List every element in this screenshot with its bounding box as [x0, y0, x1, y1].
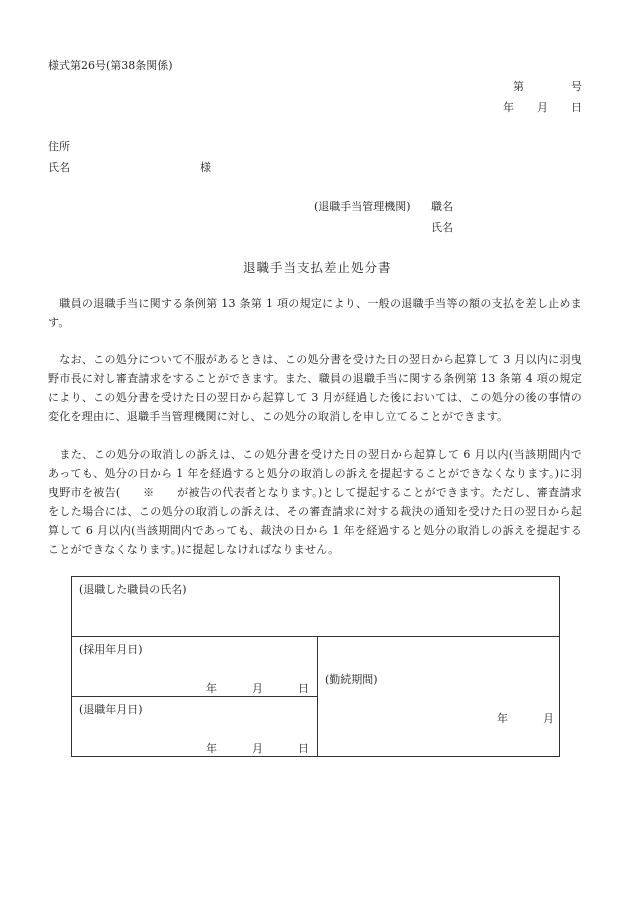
form-number-label: 様式第26号(第38条関係) [48, 59, 173, 72]
issuer-title-label: 職名 [431, 200, 453, 213]
body-paragraph-3: また、この処分の取消しの訴えは、この処分書を受けた日の翌日から起算して 6 月以内(当該期間内であっても、処分の日から 1 年を経過すると処分の取消しの訴えを提起することができなくなります。)に羽曳野市を被告( ※ が被告の代表者となります。)として提起することができます。ただし、審査請求をした場合には、この処分の取消しの訴えは、その審査請求に対する裁決の通知を受けた日の翌日から起算して 6 月以内(当該期間内であっても、裁決の日から 1 年を経過すると処分の取消しの訴えを提起することができなくなります。)に提起しなければなりません。 [48, 448, 582, 556]
employee-name-label: (退職した職員の氏名) [79, 583, 187, 596]
table-divider [72, 636, 559, 637]
hire-date-label: (採用年月日) [79, 643, 143, 656]
issue-date-day: 日 [571, 101, 582, 114]
body-paragraph-2: なお、この処分について不服があるときは、この処分書を受けた日の翌日から起算して 3 月以内に羽曳野市長に対し審査請求をすることができます。また、職員の退職手当に関する条例第 13 条第 4 項の規定により、この処分書を受けた日の翌日から起算して 3 月が経過した後においては、この処分の後の事情の変化を理由に、退職手当管理機関に対し、この処分の取消しを申し立てることができます。 [48, 353, 582, 423]
table-divider [317, 636, 318, 756]
issue-date-month: 月 [537, 101, 548, 114]
addressee-honorific: 様 [200, 161, 211, 174]
issue-date-year: 年 [503, 101, 514, 114]
addressee-address-label: 住所 [48, 140, 70, 153]
employee-info-table [71, 576, 560, 757]
service-period-row [317, 713, 559, 725]
issuer-org-label: (退職手当管理機関) [314, 200, 411, 213]
retire-date-year: 年 [206, 742, 217, 755]
table-divider [72, 696, 317, 697]
retire-date-month: 月 [252, 742, 263, 755]
body-paragraph-1: 職員の退職手当に関する条例第 13 条第 1 項の規定により、一般の退職手当等の額の支払を差し止めます。 [48, 297, 582, 329]
hire-date-year: 年 [206, 682, 217, 695]
retire-date-day: 日 [298, 742, 309, 755]
service-period-label: (勤続期間) [325, 673, 378, 686]
retire-date-label: (退職年月日) [79, 703, 143, 716]
hire-date-month: 月 [252, 682, 263, 695]
hire-date-day: 日 [298, 682, 309, 695]
service-period-month: 月 [543, 712, 554, 725]
addressee-name-label: 氏名 [48, 161, 70, 174]
issuer-name-label: 氏名 [431, 221, 453, 234]
document-number-prefix: 第 [513, 80, 524, 93]
document-title: 退職手当支払差止処分書 [243, 260, 392, 275]
retire-date-row [72, 743, 317, 755]
document-number-suffix: 号 [571, 80, 582, 93]
service-period-year: 年 [497, 712, 508, 725]
hire-date-row [72, 683, 317, 695]
